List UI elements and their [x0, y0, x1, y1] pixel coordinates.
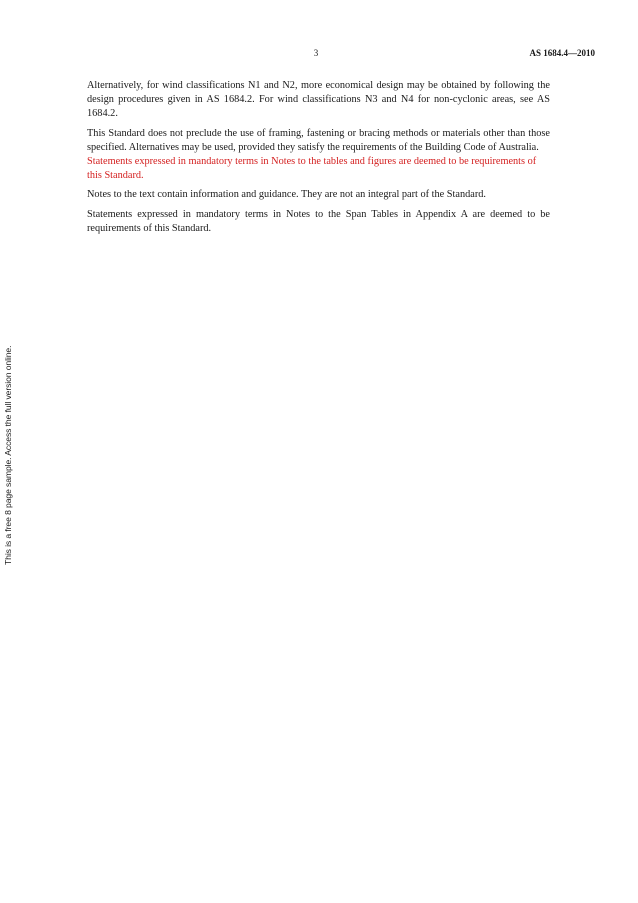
page-number: 3: [313, 48, 319, 58]
red-note-tables-figures: Statements expressed in mandatory terms in Notes to the tables and figures are deemed to be requirements of this Standard.: [87, 156, 537, 182]
standard-reference: AS 1684.4—2010: [529, 48, 595, 58]
paragraph-notes-to-text: Notes to the text contain information and guidance. They are not an integral part of the Standard.: [87, 189, 486, 201]
document-body: [87, 79, 550, 241]
sample-side-note: This is a free 8 page sample. Access the full version online.: [3, 345, 13, 565]
paragraph-alternatives: [87, 127, 550, 184]
paragraph-span-tables: Statements expressed in mandatory terms in Notes to the Span Tables in Appendix A are deemed to be requirements of this Standard.: [87, 208, 550, 234]
paragraph-alternatives-text: This Standard does not preclude the use of framing, fastening or bracing methods or materials other than those specified. Alternatives may be used, provided they satisfy the requirements of the Building Code of Australia.: [87, 127, 550, 153]
paragraph-wind-classifications: Alternatively, for wind classifications N1 and N2, more economical design may be obtained by following the design procedures given in AS 1684.2. For wind classifications N3 and N4 for non-cyclonic areas, see AS 1684.2.: [87, 80, 550, 120]
